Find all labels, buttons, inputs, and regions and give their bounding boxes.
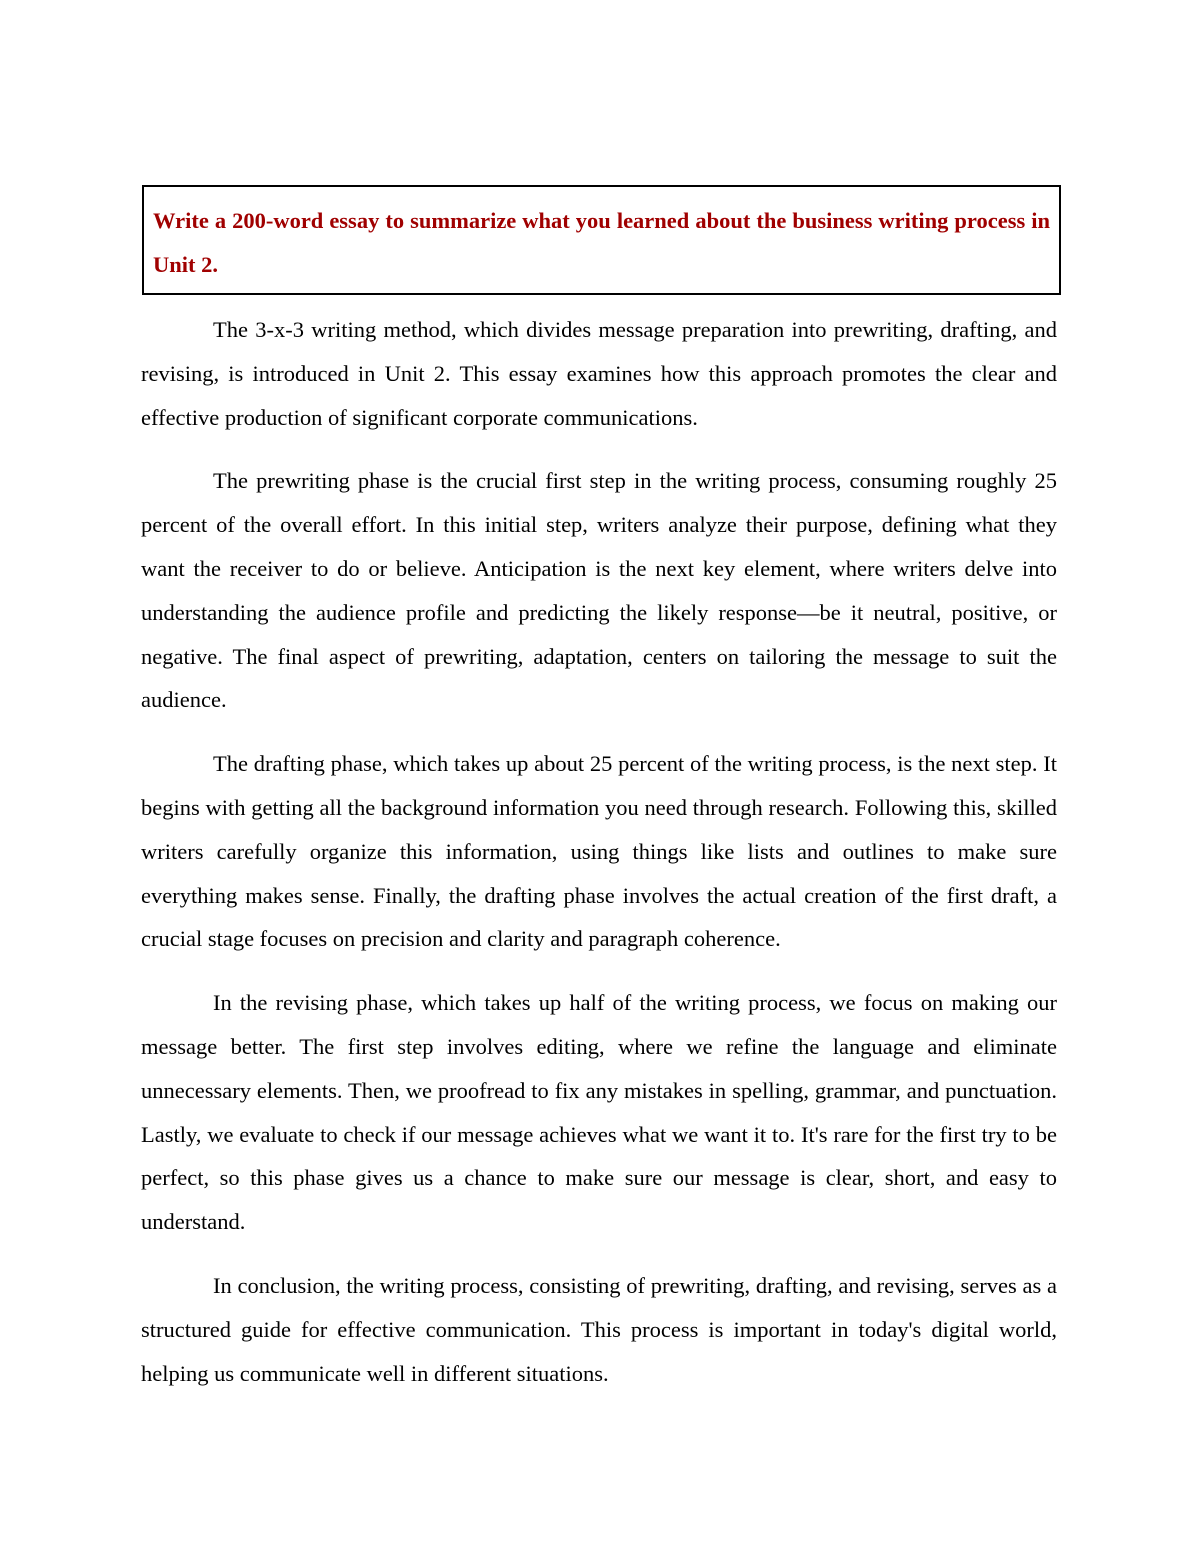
essay-paragraph-drafting: The drafting phase, which takes up about 25 percent of the writing process, is the next step. It begins with getting all the background information you need through research. Following this, skilled writers carefully organize this information, using things like lists and outlines to make sure everything makes sense. Finally, the drafting phase involves the actual creation of the first draft, a crucial stage focuses on precision and clarity and paragraph coherence.	[141, 751, 1057, 952]
essay-paragraph-prewriting: The prewriting phase is the crucial first step in the writing process, consuming roughly 25 percent of the overall effort. In this initial step, writers analyze their purpose, defining what they want the receiver to do or believe. Anticipation is the next key element, where writers delve into understanding the audience profile and predicting the likely response—be it neutral, positive, or negative. The final aspect of prewriting, adaptation, centers on tailoring the message to suit the audience.	[141, 468, 1057, 713]
prompt-box	[142, 185, 1061, 295]
essay-body	[141, 308, 1057, 1415]
essay-paragraph-conclusion: In conclusion, the writing process, consisting of prewriting, drafting, and revising, serves as a structured guide for effective communication. This process is important in today's digital world, helping us communicate well in different situations.	[141, 1272, 1057, 1386]
prompt-text: Write a 200-word essay to summarize what you learned about the business writing process in Unit 2.	[153, 208, 1050, 277]
essay-paragraph-intro: The 3-x-3 writing method, which divides message preparation into prewriting, drafting, and revising, is introduced in Unit 2. This essay examines how this approach promotes the clear and effective production of significant corporate communications.	[141, 317, 1057, 430]
essay-paragraph-revising: In the revising phase, which takes up half of the writing process, we focus on making our message better. The first step involves editing, where we refine the language and eliminate unnecessary elements. Then, we proofread to fix any mistakes in spelling, grammar, and punctuation. Lastly, we evaluate to check if our message achieves what we want it to. It's rare for the first try to be perfect, so this phase gives us a chance to make sure our message is clear, short, and easy to understand.	[141, 990, 1057, 1235]
